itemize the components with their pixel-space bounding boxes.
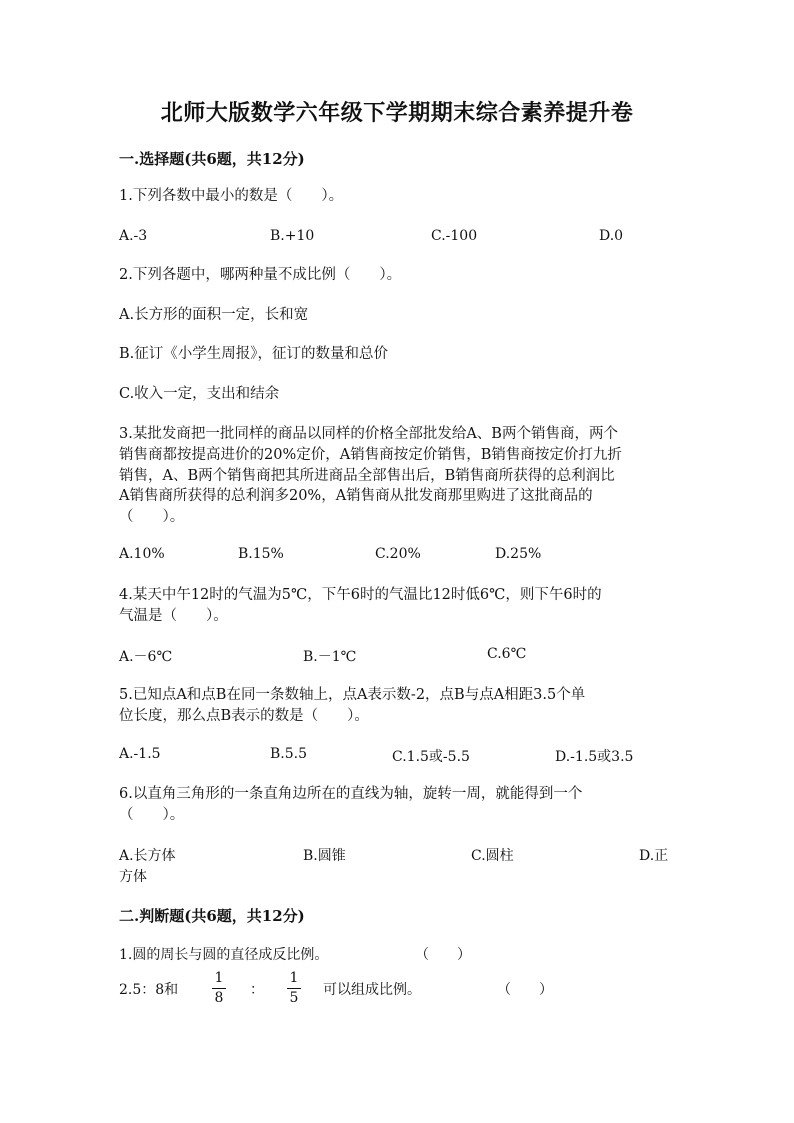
fraction-one-eighth-denominator: 8 [214, 990, 224, 1006]
question-3-line-3: 销售，A、B两个销售商把其所进商品全部售出后，B销售商所获得的总利润比 [119, 468, 615, 484]
fraction-one-eighth [210, 970, 228, 1007]
question-1-stem: 1.下列各数中最小的数是（ ）。 [119, 188, 344, 204]
question-6-option-d-wrap: 方体 [119, 869, 147, 885]
question-6-option-d: D.正 [639, 848, 669, 864]
fraction-one-fifth-denominator: 5 [289, 990, 299, 1006]
question-5-option-c: C.1.5或-5.5 [392, 749, 470, 765]
question-3-option-b: B.15% [238, 546, 284, 562]
judgement-2-suffix: 可以组成比例。 [323, 982, 421, 998]
question-3-option-a: A.10% [119, 546, 165, 562]
question-4-line-2: 气温是（ ）。 [119, 608, 228, 624]
question-4-line-1: 4.某天中午12时的气温为5℃，下午6时的气温比12时低6℃，则下午6时的 [119, 587, 602, 603]
judgement-2-colon: ： [250, 982, 264, 998]
question-3-line-1: 3.某批发商把一批同样的商品以同样的价格全部批发给A、B两个销售商，两个 [119, 426, 618, 442]
section-heading-judgement: 二.判断题(共6题，共12分) [119, 907, 305, 925]
question-6-line-2: （ ）。 [119, 807, 185, 823]
question-5-option-d: D.-1.5或3.5 [555, 749, 634, 765]
question-3-option-d: D.25% [495, 546, 542, 562]
judgement-2-blank: （ ） [497, 982, 553, 998]
fraction-one-eighth-numerator: 1 [214, 970, 224, 986]
question-1-option-a: A.-3 [119, 228, 148, 244]
judgement-1-blank: （ ） [415, 947, 471, 963]
question-1-option-c: C.-100 [431, 228, 478, 244]
question-2-stem: 2.下列各题中，哪两种量不成比例（ ）。 [119, 267, 402, 283]
question-2-option-a: A.长方形的面积一定，长和宽 [119, 307, 309, 323]
question-5-line-1: 5.已知点A和点B在同一条数轴上，点A表示数-2，点B与点A相距3.5个单 [119, 687, 586, 703]
fraction-bar [212, 988, 226, 989]
judgement-2-prefix: 2.5：8和 [119, 982, 179, 998]
question-5-option-a: A.-1.5 [119, 746, 161, 762]
question-1-option-d: D.0 [599, 228, 624, 244]
question-2-option-b: B.征订《小学生周报》，征订的数量和总价 [119, 346, 389, 362]
question-4-option-b: B.－1℃ [303, 649, 357, 665]
fraction-one-fifth-numerator: 1 [289, 970, 299, 986]
question-1-option-b: B.+10 [270, 228, 315, 244]
question-4-option-c: C.6℃ [487, 646, 527, 662]
question-6-line-1: 6.以直角三角形的一条直角边所在的直线为轴，旋转一周，就能得到一个 [119, 786, 583, 802]
fraction-one-fifth [285, 970, 303, 1007]
question-5-option-b: B.5.5 [270, 746, 308, 762]
question-6-option-b: B.圆锥 [303, 848, 346, 864]
fraction-bar [287, 988, 301, 989]
question-3-line-5: （ ）。 [119, 509, 185, 525]
question-2-option-c: C.收入一定，支出和结余 [119, 386, 280, 402]
question-6-option-a: A.长方体 [119, 848, 176, 864]
section-heading-choice: 一.选择题(共6题，共12分) [119, 150, 305, 168]
question-3-option-c: C.20% [375, 546, 421, 562]
question-5-line-2: 位长度，那么点B表示的数是（ ）。 [119, 708, 369, 724]
judgement-1-stem: 1.圆的周长与圆的直径成反比例。 [119, 947, 329, 963]
page-title: 北师大版数学六年级下学期期末综合素养提升卷 [160, 100, 634, 126]
question-4-option-a: A.－6℃ [119, 649, 173, 665]
question-3-line-4: A销售商所获得的总利润多20%，A销售商从批发商那里购进了这批商品的 [119, 488, 593, 504]
question-3-line-2: 销售商都按提高进价的20%定价，A销售商按定价销售，B销售商按定价打九折 [119, 447, 622, 463]
question-6-option-c: C.圆柱 [471, 848, 514, 864]
